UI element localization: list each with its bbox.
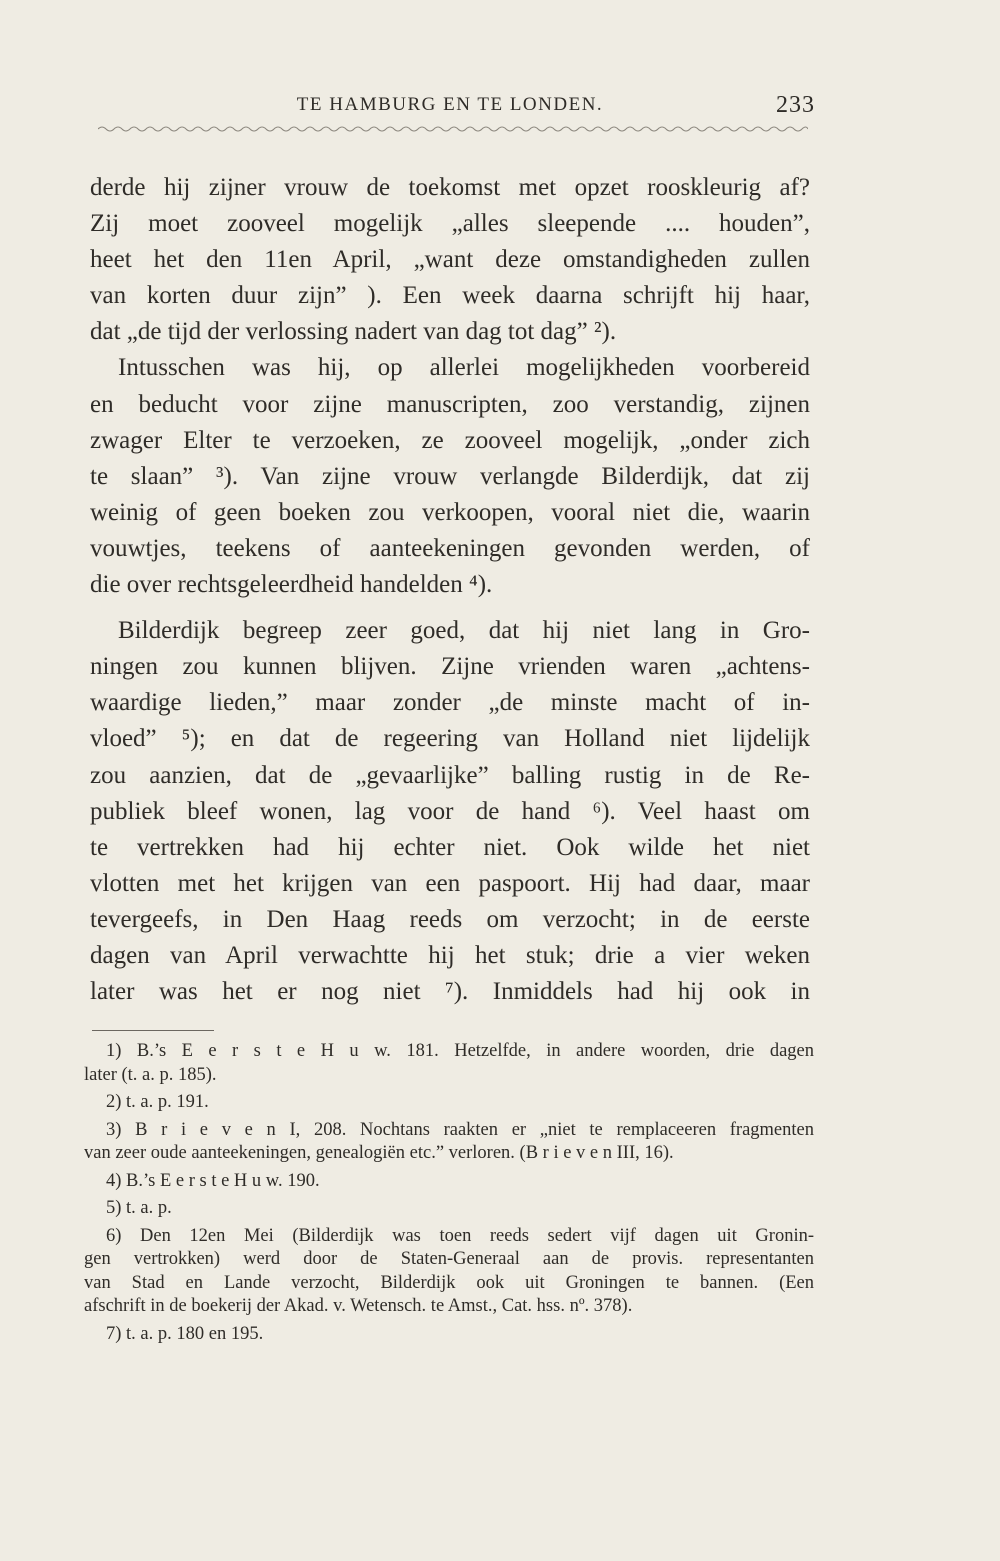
running-head: TE HAMBURG EN TE LONDEN.	[296, 94, 604, 115]
text-line: vlotten met het krijgen van een paspoort. Hij had daar, maar	[90, 869, 810, 897]
text-line: weinig of geen boeken zou verkoopen, vooral niet die, waarin	[90, 498, 810, 526]
text-line: en beducht voor zijne manuscripten, zoo verstandig, zijnen	[90, 390, 810, 418]
paragraph-2	[90, 350, 810, 603]
text-line: waardige lieden,” maar zonder „de minste macht of in-	[90, 689, 810, 717]
text-line: publiek bleef wonen, lag voor de hand ⁶). Veel haast om	[90, 797, 810, 825]
footnote-1	[84, 1040, 814, 1087]
text-line: later was het er nog niet ⁷). Inmiddels had hij ook in	[90, 978, 810, 1006]
footnote-rule	[92, 1030, 214, 1031]
footnote-6	[84, 1225, 814, 1319]
header-wavy-rule	[98, 124, 808, 134]
footnote-line: later (t. a. p. 185).	[84, 1064, 217, 1085]
page-number: 233	[776, 92, 815, 118]
footnote-line: 6) Den 12en Mei (Bilderdijk was toen reeds sedert vijf dagen uit Gronin-	[106, 1225, 814, 1246]
footnote-2	[84, 1091, 814, 1115]
body-text	[90, 170, 810, 1010]
footnote-5	[84, 1197, 814, 1221]
paragraph-1	[90, 170, 810, 350]
text-line: zwager Elter te verzoeken, ze zooveel mogelijk, „onder zich	[90, 426, 810, 454]
footnotes	[84, 1040, 814, 1350]
footnote-line: 3) B r i e v e n I, 208. Nochtans raakten er „niet te remplaceeren fragmenten	[106, 1119, 814, 1140]
text-line: te slaan” ³). Van zijne vrouw verlangde Bilderdijk, dat zij	[90, 462, 810, 490]
text-line: Zij moet zooveel mogelijk „alles sleepende .... houden”,	[90, 210, 810, 238]
footnote-line: van zeer oude aanteekeningen, genealogiën etc.” verloren. (B r i e v e n III, 16).	[84, 1143, 674, 1163]
footnote-line: afschrift in de boekerij der Akad. v. Wetensch. te Amst., Cat. hss. nº. 378).	[84, 1296, 633, 1316]
paragraph-3	[90, 613, 810, 1010]
text-line: vloed” ⁵); en dat de regeering van Holland niet lijdelijk	[90, 725, 810, 753]
footnote-line: 7) t. a. p. 180 en 195.	[106, 1323, 264, 1344]
text-line: heet het den 11en April, „want deze omstandigheden zullen	[90, 246, 810, 274]
footnote-3	[84, 1119, 814, 1166]
footnote-line: van Stad en Lande verzocht, Bilderdijk ook uit Groningen te bannen. (Een	[84, 1272, 814, 1293]
text-line: Intusschen was hij, op allerlei mogelijkheden voorbereid	[118, 354, 810, 382]
text-line: dat „de tijd der verlossing nadert van dag tot dag” ²).	[90, 318, 617, 346]
text-line: dagen van April verwachtte hij het stuk; drie a vier weken	[90, 941, 810, 969]
text-line: te vertrekken had hij echter niet. Ook wilde het niet	[90, 833, 810, 861]
text-line: Bilderdijk begreep zeer goed, dat hij niet lang in Gro-	[118, 617, 810, 645]
text-line: die over rechtsgeleerdheid handelden ⁴).	[90, 571, 493, 599]
footnote-4	[84, 1170, 814, 1194]
text-line: ningen zou kunnen blijven. Zijne vrienden waren „achtens-	[90, 653, 810, 681]
text-line: zou aanzien, dat de „gevaarlijke” balling rustig in de Re-	[90, 761, 810, 789]
footnote-line: 5) t. a. p.	[106, 1198, 172, 1218]
text-line: van korten duur zijn” ). Een week daarna schrijft hij haar,	[90, 282, 810, 310]
text-line: derde hij zijner vrouw de toekomst met opzet rooskleurig af?	[90, 174, 810, 201]
footnote-line: 2) t. a. p. 191.	[106, 1092, 209, 1112]
text-line: tevergeefs, in Den Haag reeds om verzocht; in de eerste	[90, 905, 810, 933]
footnote-line: 4) B.’s E e r s t e H u w. 190.	[106, 1170, 320, 1191]
text-line: vouwtjes, teekens of aanteekeningen gevonden werden, of	[90, 534, 810, 562]
footnote-line: 1) B.’s E e r s t e H u w. 181. Hetzelfde, in andere woorden, drie dagen	[106, 1041, 814, 1061]
footnote-7	[84, 1323, 814, 1347]
footnote-line: gen vertrokken) werd door de Staten-Generaal aan de provis. representanten	[84, 1249, 814, 1269]
